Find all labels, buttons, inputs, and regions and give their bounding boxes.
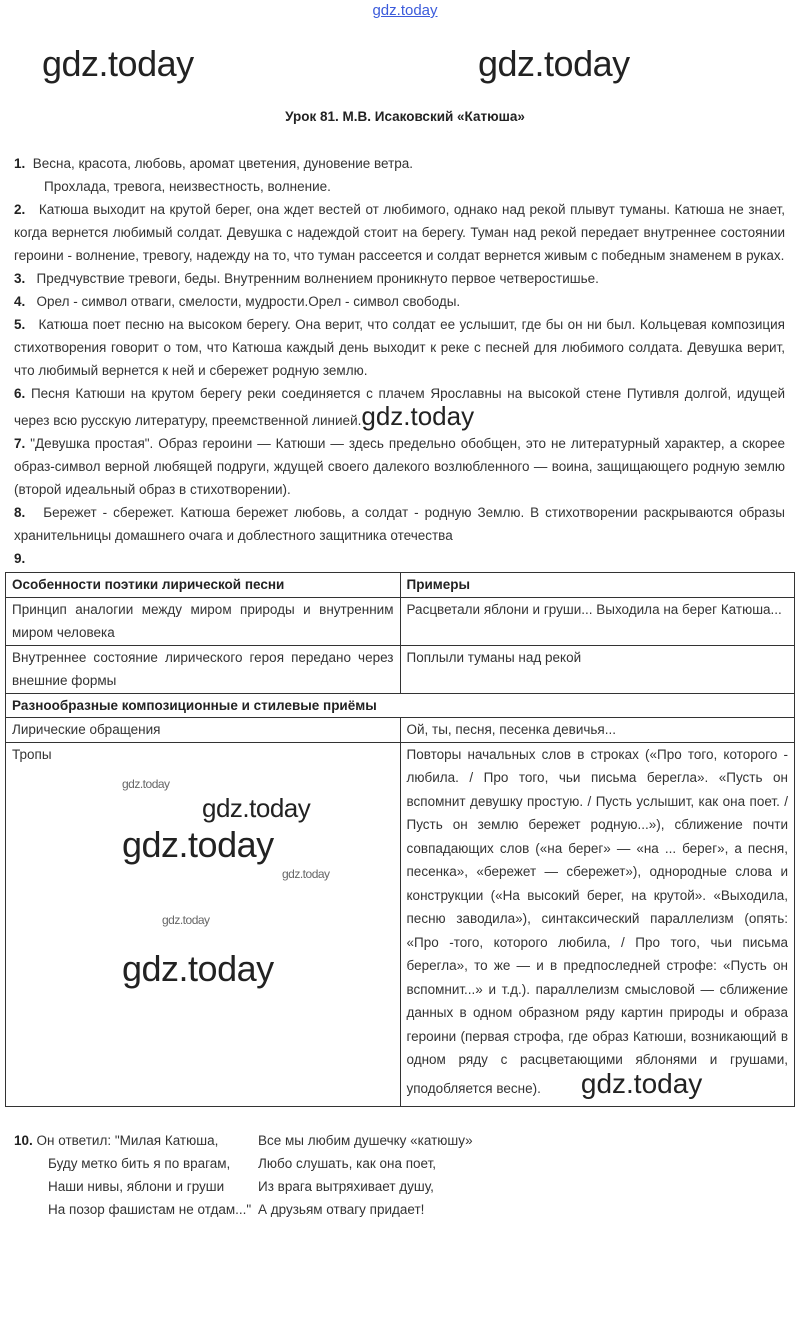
- watermark: gdz.today: [122, 948, 274, 989]
- watermarks: [12, 766, 394, 990]
- table-cell-text: Тропы: [12, 746, 52, 762]
- table-cell: Принцип аналогии между миром природы и внутренним миром человека: [6, 597, 401, 645]
- table-cell: Повторы начальных слов в строках («Про того, которого - любила. / Про того, чьи письма берегла». «Пусть он вспомнит девушку простую. / Пусть услышит, как она поет. / Пусть он землю бережет родную...»), сближение почти совпадающих слов («на берег» — «на ... берег», а песня, песенка», «бережет — сбережет»), однородные слова и конструкции («На высокий берег, на крутой». «Выходила, песню заводила»), синтаксический параллелизм (опять: «Про -того, которого любила, / Про того, чьи письма берегла», то же — и в предпоследней строфе: «Пусть он вспомнит...» и т.д.). параллелизм смысловой — сближение данных в одном образном ряду картин природы и образа героини (первая строфа, где образ Катюши, возникающий в одном ряду с расцветающими яблонями и грушами, уподобляется весне). gdz.today: [400, 742, 795, 1107]
- table-cell: Поплыли туманы над рекой: [400, 645, 795, 693]
- answer-7: 7. "Девушка простая". Образ героини — Катюши — здесь предельно обобщен, это не литературный характер, а скорее образ-символ верной любящей подруги, ждущей своего далекого возлюбленного — воина, защищающего родную землю (второй идеальный образ в стихотворении).: [14, 436, 785, 497]
- watermark: gdz.today: [478, 43, 630, 84]
- watermark: gdz.today: [361, 401, 475, 431]
- watermark: gdz.today: [122, 824, 274, 865]
- table-cell: Ой, ты, песня, песенка девичья...: [400, 718, 795, 743]
- answer-1: 1. Весна, красота, любовь, аромат цветения, дуновение ветра. Прохлада, тревога, неизвестность, волнение.: [14, 156, 414, 194]
- table-row: [6, 645, 795, 693]
- header-cell: Примеры: [400, 573, 795, 598]
- table-cell: Внутреннее состояние лирического героя передано через внешние формы: [6, 645, 401, 693]
- table-cell: Лирические обращения: [6, 718, 401, 743]
- header-cell: Особенности поэтики лирической песни: [6, 573, 401, 598]
- watermark: gdz.today: [580, 1067, 703, 1099]
- table-row: [6, 597, 795, 645]
- answer-9: 9.: [14, 551, 26, 566]
- table-row: [6, 742, 795, 1107]
- watermark: gdz.today: [42, 43, 194, 84]
- answer-10-poem: 10. Он ответил: "Милая Катюша, Все мы любим душечку «катюшу» Буду метко бить я по врагам, Любо слушать, как она поет, Наши нивы, яблони и груши Из врага вытряхивает душу, На позор фашистам не отдам..." А друзьям отвагу придает!: [14, 1133, 473, 1217]
- content: [0, 152, 810, 1221]
- watermark: gdz.today: [122, 777, 170, 791]
- answer-6: 6. Песня Катюши на крутом берегу реки соединяется с плачем Ярославны на высокой стене Путивля долгой, идущей через всю русскую литературу, преемственной линией.gdz.today: [14, 386, 785, 431]
- answer-3: 3. Предчувствие тревоги, беды. Внутренним волнением проникнуто первое четверостишье.: [14, 271, 599, 286]
- watermark: gdz.today: [282, 867, 330, 881]
- answers: [14, 152, 785, 570]
- answer-2: 2. Катюша выходит на крутой берег, она ждет вестей от любимого, однако над рекой плывут туманы. Катюша не знает, когда вернется любимый солдат. Девушка с надеждой стоит на берегу. Туман над рекой передает внутреннее состоянии героини - волнение, тревогу, надежду на то, что туман рассеется и солдат вернется живым с победным знаменем в руках.: [14, 202, 785, 263]
- table-cell: [6, 742, 401, 1107]
- answer-8: 8. Бережет - сбережет. Катюша бережет любовь, а солдат - родную Землю. В стихотворении раскрываются образы хранительницы домашнего очага и доблестного защитника отечества: [14, 505, 785, 543]
- table-header-row: [6, 573, 795, 598]
- page-title: Урок 81. М.В. Исаковский «Катюша»: [285, 109, 525, 124]
- answer-4: 4. Орел - символ отваги, смелости, мудрости.Орел - символ свободы.: [14, 294, 461, 309]
- watermark: gdz.today: [202, 793, 311, 823]
- table-cell: Расцветали яблони и груши... Выходила на берег Катюша...: [400, 597, 795, 645]
- table-row: [6, 718, 795, 743]
- table-cell: Разнообразные композиционные и стилевые приёмы: [6, 693, 795, 718]
- answer-5: 5. Катюша поет песню на высоком берегу. Она верит, что солдат ее услышит, где бы он ни был. Кольцевая композиция стихотворения говорит о том, что Катюша каждый день выходит к реке с песней для любимого солдата. Девушка верит, что любимый вернется к ней и сбережет родную землю.: [14, 317, 785, 378]
- poetics-table: [5, 572, 795, 1107]
- site-link[interactable]: gdz.today: [372, 2, 438, 19]
- watermark: gdz.today: [162, 913, 210, 927]
- table-section-row: [6, 693, 795, 718]
